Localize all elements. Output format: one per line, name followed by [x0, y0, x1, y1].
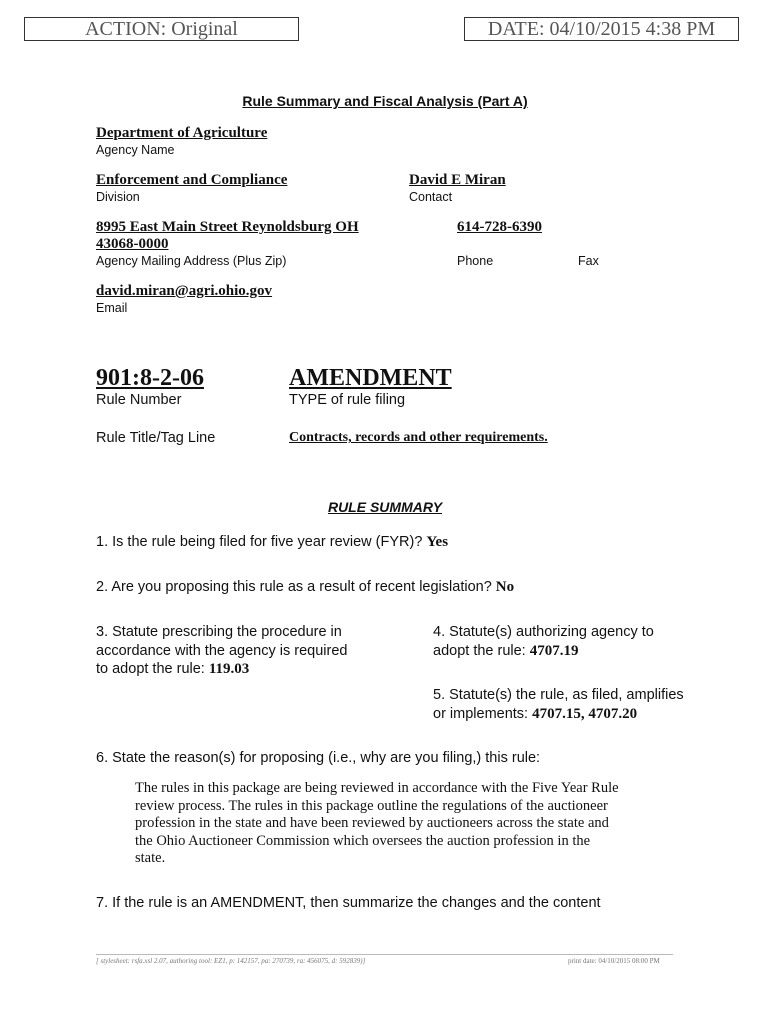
question-5-answer: 4707.15, 4707.20 — [532, 705, 638, 722]
contact-name: David E Miran — [409, 172, 506, 188]
email-value: david.miran@agri.ohio.gov — [96, 283, 273, 299]
rule-summary-heading: RULE SUMMARY — [327, 499, 443, 515]
page-title: Rule Summary and Fiscal Analysis (Part A) — [242, 93, 528, 109]
footer-left: [ stylesheet: rsfa.xsl 2.07, authoring tool: EZ1, p: 142157, pa: 270739, ra: 456075, d: 592839)] — [96, 957, 366, 965]
fax-label: Fax — [578, 254, 599, 268]
agency-name: Department of Agriculture — [96, 125, 268, 141]
footer-divider — [96, 954, 673, 955]
question-6-answer-line: state. — [135, 850, 166, 866]
rule-type-label: TYPE of rule filing — [289, 392, 406, 408]
division-label: Division — [96, 190, 140, 204]
question-1 — [96, 533, 448, 551]
action-box — [24, 17, 299, 41]
phone-label: Phone — [457, 254, 494, 268]
address-label: Agency Mailing Address (Plus Zip) — [96, 254, 287, 268]
contact-label: Contact — [409, 190, 453, 204]
question-2-text: 2. Are you proposing this rule as a result of recent legislation? — [96, 579, 492, 595]
question-1-text: 1. Is the rule being filed for five year review (FYR)? — [96, 534, 423, 550]
question-7-text: 7. If the rule is an AMENDMENT, then summarize the changes and the content — [96, 895, 601, 911]
division-name: Enforcement and Compliance — [96, 172, 288, 188]
email-label: Email — [96, 301, 128, 315]
question-1-answer: Yes — [426, 534, 449, 550]
question-4-answer: 4707.19 — [529, 642, 579, 659]
rule-type: AMENDMENT — [289, 365, 452, 391]
question-2-answer: No — [495, 579, 515, 595]
question-3-answer: 119.03 — [208, 661, 250, 677]
question-3-line2: accordance with the agency is required — [96, 642, 348, 659]
question-4 — [433, 623, 654, 660]
question-6-answer — [135, 780, 619, 868]
question-6-answer-line: profession in the state and have been reviewed by auctioneers across the state and — [135, 815, 609, 831]
agency-name-label: Agency Name — [96, 143, 175, 157]
question-3-line1: 3. Statute prescribing the procedure in — [96, 624, 342, 640]
question-4-line2: adopt the rule: — [433, 642, 526, 659]
address-line1: 8995 East Main Street Reynoldsburg OH — [96, 219, 359, 235]
phone-value: 614-728-6390 — [457, 219, 542, 235]
date-box — [464, 17, 739, 41]
question-6-answer-line: the Ohio Auctioneer Commission which oversees the auction profession in the — [135, 832, 591, 849]
question-4-line1: 4. Statute(s) authorizing agency to — [433, 624, 654, 640]
question-6-answer-line: review process. The rules in this package outline the regulations of the auctioneer — [135, 797, 608, 814]
date-text: DATE: 04/10/2015 4:38 PM — [487, 18, 716, 40]
question-2 — [96, 578, 514, 596]
question-5-line1: 5. Statute(s) the rule, as filed, amplifies — [433, 687, 684, 703]
action-text: ACTION: Original — [85, 18, 238, 40]
question-3 — [96, 623, 347, 679]
footer-right: print date: 04/10/2015 08:00 PM — [568, 957, 660, 965]
rule-title: Contracts, records and other requirements. — [289, 430, 548, 445]
question-5-line2: or implements: — [433, 705, 529, 722]
question-6-answer-line: The rules in this package are being reviewed in accordance with the Five Year Rule — [135, 780, 619, 796]
address-line2: 43068-0000 — [96, 236, 169, 252]
rule-number: 901:8-2-06 — [96, 365, 204, 391]
rule-title-label: Rule Title/Tag Line — [96, 430, 216, 446]
question-3-line3: to adopt the rule: — [96, 661, 205, 677]
question-5 — [433, 686, 684, 723]
rule-number-label: Rule Number — [96, 392, 182, 408]
question-6-text: 6. State the reason(s) for proposing (i.e., why are you filing,) this rule: — [96, 750, 541, 766]
